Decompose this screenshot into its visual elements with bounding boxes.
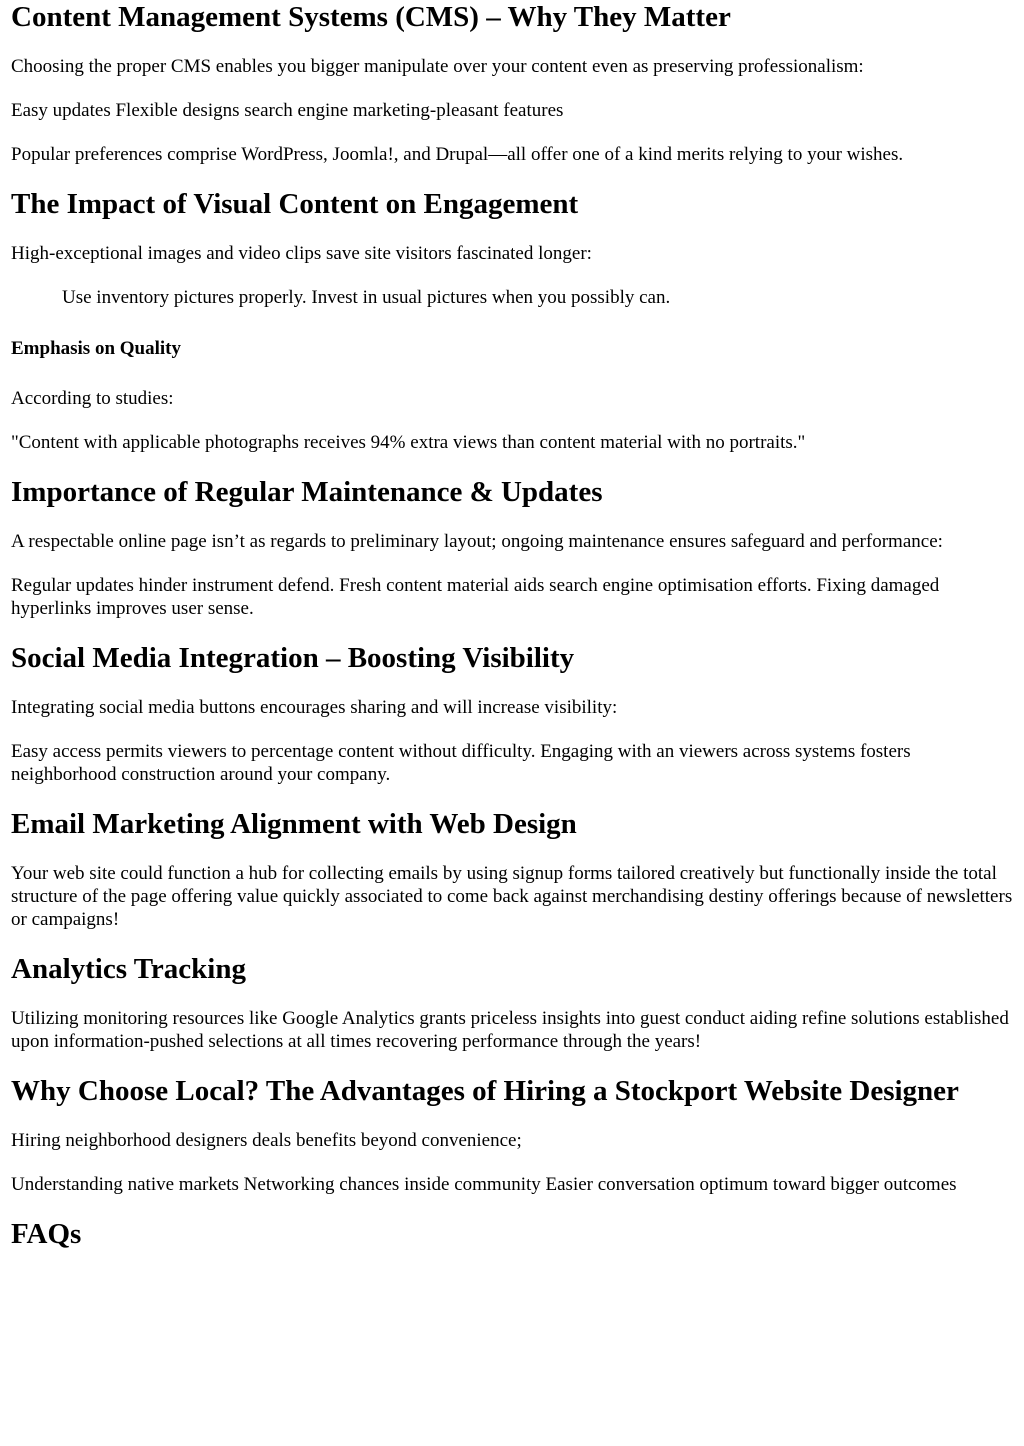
paragraph: High-exceptional images and video clips save site visitors fascinated longer: [11,243,592,264]
paragraph: Choosing the proper CMS enables you bigger manipulate over your content even as preserving professionalism: [11,56,864,77]
paragraph: Regular updates hinder instrument defend. Fresh content material aids search engine optimisation efforts. Fixing damaged hyperlinks improves user sense. [11,575,940,619]
blockquote: Use inventory pictures properly. Invest in usual pictures when you possibly can. [62,287,671,308]
paragraph: Understanding native markets Networking chances inside community Easier conversation optimum toward bigger outcomes [11,1174,957,1195]
section-heading-cms: Content Management Systems (CMS) – Why They Matter [11,1,731,33]
paragraph: A respectable online page isn’t as regards to preliminary layout; ongoing maintenance ensures safeguard and performance: [11,531,943,552]
section-heading-maintenance: Importance of Regular Maintenance & Updates [11,476,603,508]
section-heading-email-marketing: Email Marketing Alignment with Web Design [11,808,577,840]
section-heading-why-local: Why Choose Local? The Advantages of Hiring a Stockport Website Designer [11,1075,959,1107]
paragraph: Hiring neighborhood designers deals benefits beyond convenience; [11,1130,522,1151]
paragraph: According to studies: [11,388,174,409]
section-heading-faqs: FAQs [11,1218,82,1250]
paragraph: Your web site could function a hub for collecting emails by using signup forms tailored creatively but functionally inside the total structure of the page offering value quickly associated to come back against merchandising destiny offerings because of newsletters or campaigns! [11,863,1013,930]
quote-paragraph: "Content with applicable photographs receives 94% extra views than content material with no portraits." [11,432,806,453]
section-heading-social-media: Social Media Integration – Boosting Visibility [11,642,575,674]
paragraph: Popular preferences comprise WordPress, Joomla!, and Drupal—all offer one of a kind merits relying to your wishes. [11,144,904,165]
paragraph: Utilizing monitoring resources like Google Analytics grants priceless insights into guest conduct aiding refine solutions established upon information-pushed selections at all times recovering performance through the years! [11,1008,1009,1052]
subheading-emphasis-on-quality: Emphasis on Quality [11,338,181,359]
paragraph: Easy updates Flexible designs search engine marketing-pleasant features [11,100,564,121]
paragraph: Easy access permits viewers to percentage content without difficulty. Engaging with an viewers across systems fosters neighborhood construction around your company. [11,741,911,785]
section-heading-visual-content: The Impact of Visual Content on Engagement [11,188,579,220]
section-heading-analytics: Analytics Tracking [11,953,246,985]
paragraph: Integrating social media buttons encourages sharing and will increase visibility: [11,697,618,718]
